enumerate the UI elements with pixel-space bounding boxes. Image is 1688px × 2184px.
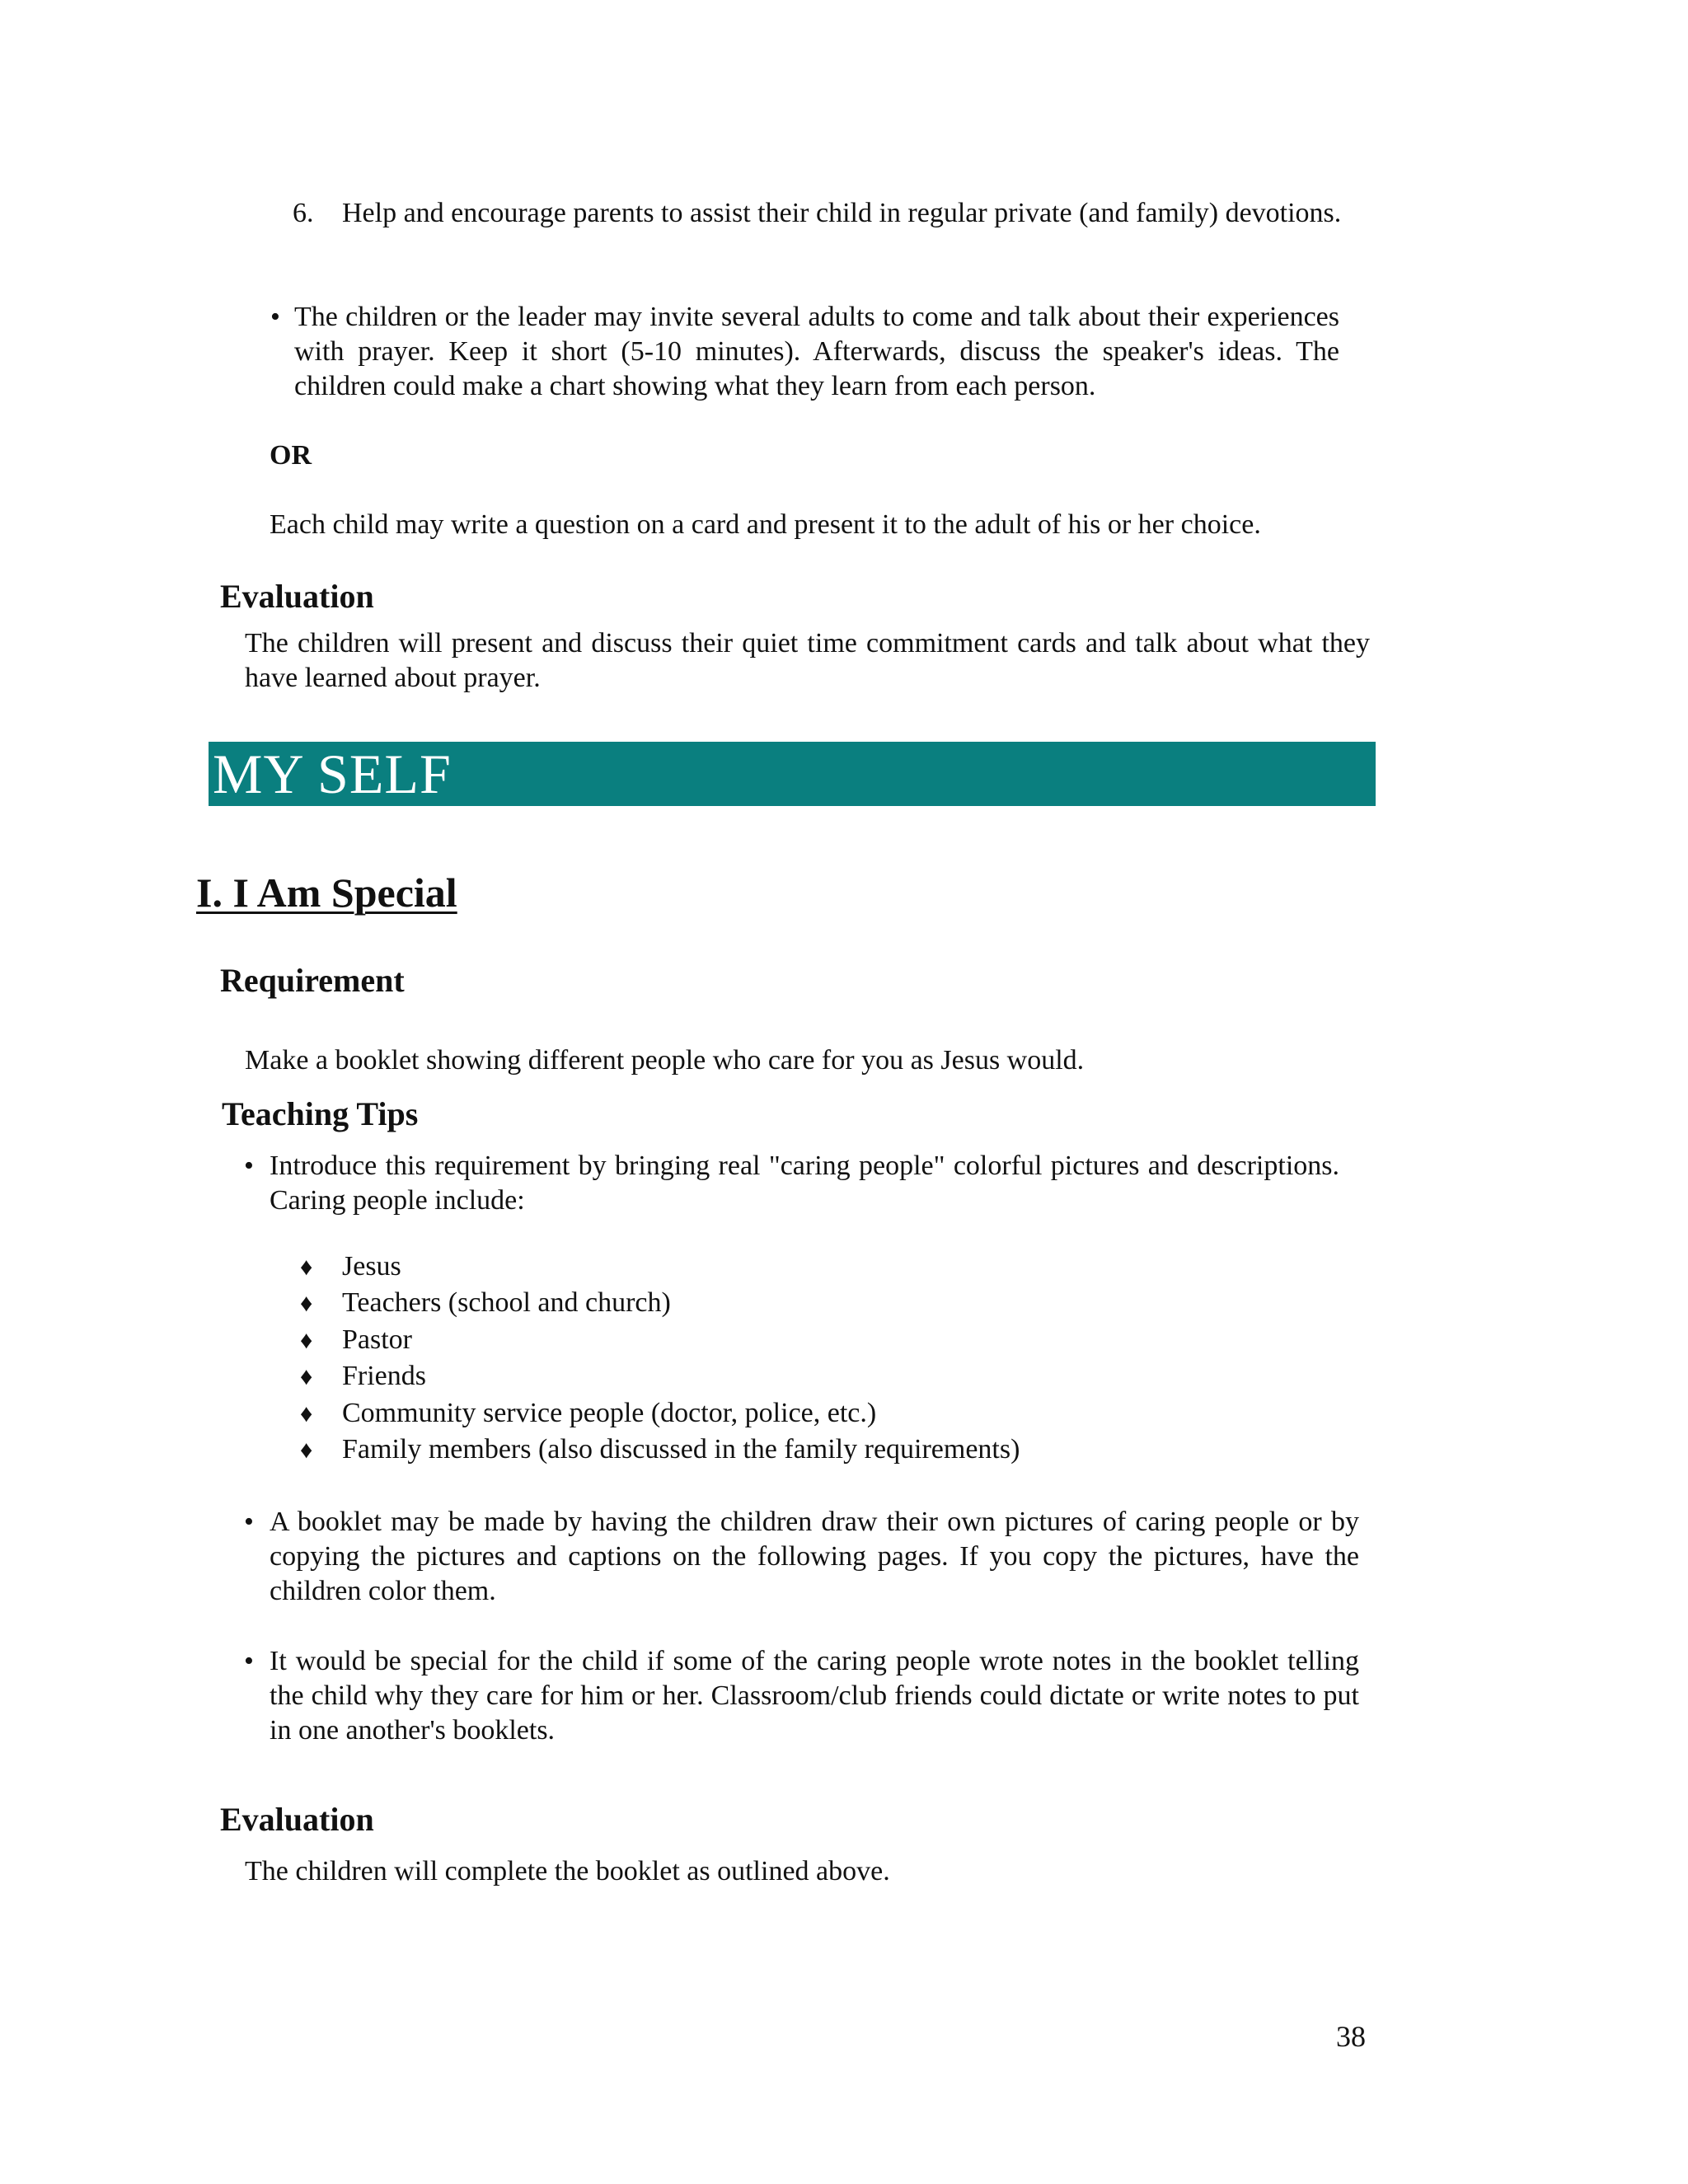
- evaluation-heading: Evaluation: [220, 578, 374, 615]
- diamond-bullet-icon: ♦: [300, 1363, 313, 1390]
- page-number: 38: [1336, 2020, 1366, 2053]
- list-item: Community service people (doctor, police, etc.): [342, 1398, 877, 1428]
- bullet-icon: •: [270, 302, 280, 332]
- list-item: Family members (also discussed in the family requirements): [342, 1434, 1020, 1465]
- list-item: Teachers (school and church): [342, 1287, 671, 1318]
- evaluation-text: The children will present and discuss their quiet time commitment cards and talk about what they have learned about prayer.: [245, 628, 1370, 693]
- list-number: 6.: [293, 198, 314, 228]
- bullet-icon: •: [244, 1151, 254, 1181]
- list-item: Friends: [342, 1361, 426, 1391]
- requirement-text: Make a booklet showing different people who care for you as Jesus would.: [245, 1045, 1085, 1076]
- list-item: Pastor: [342, 1324, 412, 1355]
- diamond-bullet-icon: ♦: [300, 1254, 313, 1281]
- list-item: Jesus: [342, 1251, 401, 1282]
- each-child-text: Each child may write a question on a card and present it to the adult of his or her choice.: [270, 509, 1261, 540]
- diamond-bullet-icon: ♦: [300, 1436, 313, 1464]
- or-label: OR: [270, 440, 312, 471]
- diamond-bullet-icon: ♦: [300, 1327, 313, 1354]
- banner-title: MY SELF: [213, 743, 452, 805]
- section-banner: [209, 742, 1376, 806]
- teaching-tips-heading: Teaching Tips: [222, 1095, 419, 1132]
- bullet-special-text: It would be special for the child if some of the caring people wrote notes in the booklet telling the child why they care for him or her. Classroom/club friends could dictate or write notes to put in one another's booklets.: [270, 1646, 1359, 1746]
- list-item-6-text: Help and encourage parents to assist their child in regular private (and family) devotions.: [342, 198, 1342, 228]
- requirement-heading: Requirement: [220, 962, 405, 999]
- diamond-bullet-icon: ♦: [300, 1290, 313, 1317]
- evaluation-heading: Evaluation: [220, 1801, 374, 1838]
- bullet-intro-text: Introduce this requirement by bringing real "caring people" colorful pictures and descriptions. Caring people include:: [270, 1151, 1339, 1216]
- evaluation-text: The children will complete the booklet as outlined above.: [245, 1856, 890, 1886]
- section-title: I. I Am Special: [196, 869, 457, 916]
- bullet-invite-text: The children or the leader may invite several adults to come and talk about their experiences with prayer. Keep it short (5-10 minutes). Afterwards, discuss the speaker's ideas. The children could make a chart showing what they learn from each person.: [294, 302, 1339, 401]
- bullet-booklet-text: A booklet may be made by having the children draw their own pictures of caring people or by copying the pictures and captions on the following pages. If you copy the pictures, have the children color them.: [270, 1507, 1359, 1606]
- bullet-icon: •: [244, 1646, 254, 1676]
- bullet-icon: •: [244, 1507, 254, 1537]
- diamond-bullet-icon: ♦: [300, 1400, 313, 1427]
